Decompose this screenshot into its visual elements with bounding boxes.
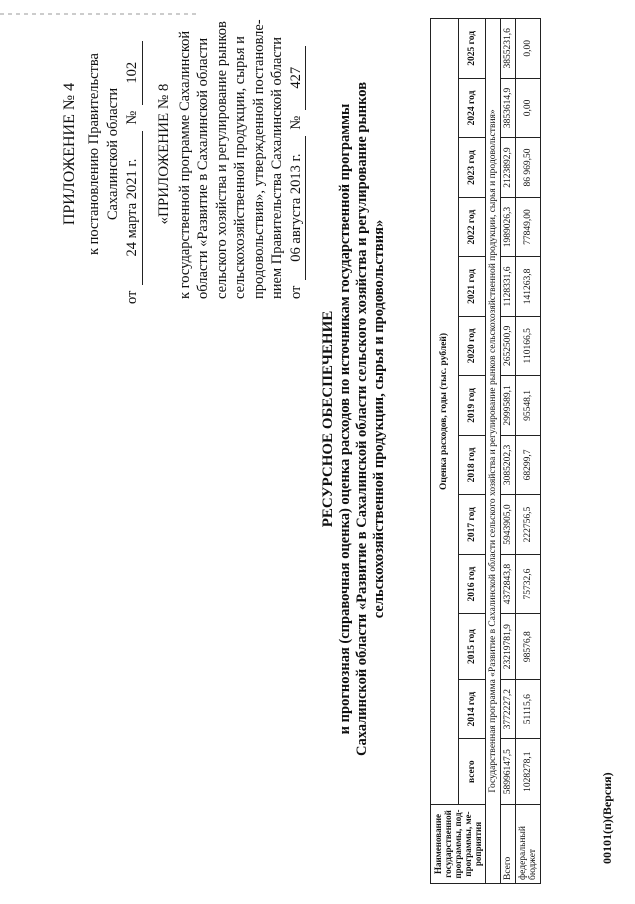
table-cell: 5943905,0 — [501, 495, 516, 555]
table-cell: 1028278,1 — [516, 739, 541, 805]
column-header-year: 2021 год — [458, 257, 486, 316]
program-title-cell: Государственная программа «Развитие в Сахалинской области сельского хозяйства и регулирование рынков сельскохозяйственной продукции, сырья и продовольствия» — [486, 19, 501, 884]
heading-line: и прогнозная (справочная оценка) оценка расходов по источникам государственной программы — [337, 103, 353, 735]
scan-mark-divider — [0, 4, 200, 24]
column-header-name: Наименование государственной программы, под-программы, ме-роприятия — [431, 805, 486, 884]
appendix-8-line: продовольствия», утвержденной постановле- — [250, 19, 267, 299]
table-cell: 95548,1 — [516, 376, 541, 436]
table-cell: 3855231,6 — [501, 19, 516, 79]
column-header-year: 2017 год — [458, 495, 486, 555]
table-cell: 3853614,9 — [501, 78, 516, 138]
appendix-8-line: области «Развитие в Сахалинской области — [195, 37, 211, 299]
table-row — [516, 19, 541, 884]
appendix-8-date-row — [287, 9, 307, 299]
column-group-header: Оценка расходов, годы (тыс. рублей) — [431, 19, 459, 805]
appendix-8-date: 06 августа 2013 г. — [287, 136, 307, 280]
appendix-4-block — [60, 4, 143, 304]
document-heading — [320, 0, 388, 844]
column-header-year: 2023 год — [458, 138, 486, 198]
column-header-year: 2020 год — [458, 316, 486, 376]
table-cell: 2999589,1 — [501, 376, 516, 436]
table-cell: 75732,6 — [516, 554, 541, 614]
appendix-8-line: к государственной программе Сахалинской — [176, 30, 193, 299]
table-cell: 3085202,3 — [501, 435, 516, 495]
table-cell: 77849,00 — [516, 197, 541, 257]
table-cell: 2652500,9 — [501, 316, 516, 376]
table-cell: 2123892,9 — [501, 138, 516, 198]
appendix-8-from-label: от — [287, 285, 304, 299]
column-header-year: 2025 год — [458, 19, 486, 79]
appendix-8-title: «ПРИЛОЖЕНИЕ № 8 — [156, 83, 172, 225]
appendix-4-from-label: от — [124, 290, 140, 304]
appendix-8-line: нием Правительства Сахалинской области — [269, 37, 285, 299]
table-cell: 141263,8 — [516, 257, 541, 316]
appendix-4-no-label: № — [124, 110, 140, 125]
appendix-8-block — [155, 9, 306, 299]
table-cell: 4372843,8 — [501, 554, 516, 614]
table-years-row — [458, 19, 486, 884]
appendix-8-line: сельскохозяйственной продукции, сырья и — [232, 36, 248, 299]
document-code: 00101(п)(Версия) — [600, 772, 614, 864]
table-cell: 23219781,9 — [501, 614, 516, 680]
table-header-row — [431, 19, 459, 884]
table-cell: 1989026,3 — [501, 197, 516, 257]
table-cell: 68299,7 — [516, 435, 541, 495]
table-cell: 1128331,6 — [501, 257, 516, 316]
row-name: федеральный бюджет — [516, 805, 541, 884]
appendix-8-line: сельского хозяйства и регулирование рынков — [213, 21, 230, 299]
column-header-year: 2022 год — [458, 197, 486, 257]
appendix-4-line2: Сахалинской области — [105, 87, 121, 221]
table-cell: 58996147,5 — [501, 739, 516, 805]
table-cell: 110166,5 — [516, 316, 541, 376]
row-name: Всего — [501, 805, 516, 884]
table-cell: 86 969,50 — [516, 138, 541, 198]
appendix-4-date-row — [123, 4, 143, 304]
table-cell: 0,00 — [516, 78, 541, 138]
appendix-8-number: 427 — [287, 46, 307, 110]
column-header-year: 2016 год — [458, 554, 486, 614]
column-header-year: 2018 год — [458, 435, 486, 495]
column-header-year: 2015 год — [458, 614, 486, 680]
table-cell: 98576,8 — [516, 614, 541, 680]
heading-line: сельскохозяйственной продукции, сырья и продовольствия» — [371, 219, 387, 619]
table-cell: 3772227,2 — [501, 679, 516, 739]
appendix-4-title: ПРИЛОЖЕНИЕ № 4 — [61, 82, 78, 226]
column-header-year: 2019 год — [458, 376, 486, 436]
column-header-year: 2014 год — [458, 679, 486, 739]
column-header-year: всего — [458, 739, 486, 805]
table-row — [501, 19, 516, 884]
heading-line: Сахалинской области «Развитие в Сахалинской области сельского хозяйства и регулирование рынков — [354, 81, 370, 757]
table-cell: 0,00 — [516, 19, 541, 79]
appendix-4-line1: к постановлению Правительства — [86, 53, 102, 255]
table-cell: 222756,5 — [516, 495, 541, 555]
appendix-4-number: 102 — [123, 41, 143, 105]
appendix-4-date: 24 марта 2021 г. — [123, 131, 143, 285]
column-header-year: 2024 год — [458, 78, 486, 138]
heading-title: РЕСУРСНОЕ ОБЕСПЕЧЕНИЕ — [320, 310, 336, 528]
appendix-8-no-label: № — [287, 115, 304, 130]
table-cell: 51115,6 — [516, 679, 541, 739]
program-row — [486, 19, 501, 884]
resource-table — [430, 18, 541, 884]
